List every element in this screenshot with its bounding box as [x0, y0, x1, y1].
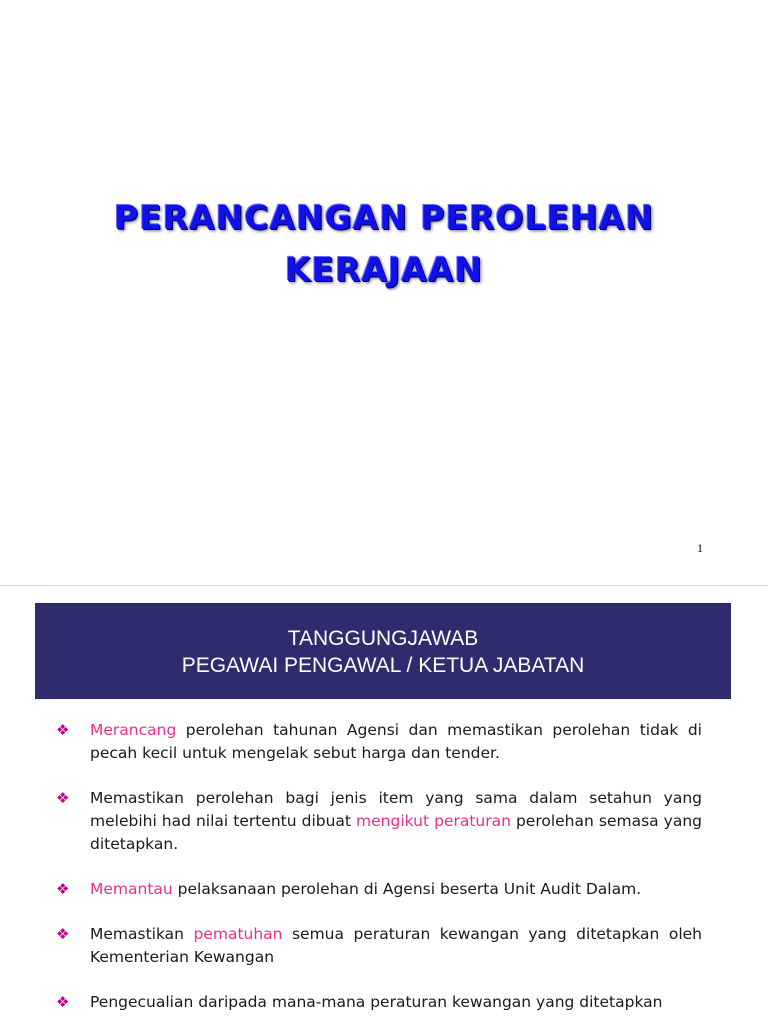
title-line-1: PERANCANGAN PEROLEHAN	[114, 198, 654, 237]
highlight-text: mengikut peraturan	[356, 812, 511, 830]
diamond-bullet-icon: ❖	[56, 721, 70, 739]
diamond-bullet-icon: ❖	[56, 993, 70, 1011]
title-line-2: KERAJAAN	[284, 250, 484, 289]
banner-line-2: PEGAWAI PENGAWAL / KETUA JABATAN	[181, 654, 585, 677]
responsibility-list	[56, 719, 702, 1024]
diamond-bullet-icon: ❖	[56, 789, 70, 807]
list-item	[56, 878, 702, 901]
item-text: Memastikan	[90, 925, 194, 943]
item-text: Memastikan perolehan bagi jenis item yang sama dalam setahun yang melebihi had nilai tertentu dibuat	[90, 789, 702, 830]
diamond-bullet-icon: ❖	[56, 880, 70, 898]
diamond-bullet-icon: ❖	[56, 925, 70, 943]
list-item	[56, 923, 702, 969]
list-item	[56, 719, 702, 765]
item-text: perolehan tahunan Agensi dan memastikan perolehan tidak di pecah kecil untuk mengelak sebut harga dan tender.	[90, 721, 702, 762]
section-banner	[35, 603, 731, 699]
highlight-text: pematuhan	[193, 925, 283, 943]
highlight-text: Merancang	[90, 721, 177, 739]
list-item	[56, 787, 702, 856]
item-text: Pengecualian daripada mana-mana peraturan kewangan yang ditetapkan	[90, 993, 663, 1011]
item-text: semua peraturan kewangan yang ditetapkan oleh Kementerian Kewangan	[90, 925, 702, 966]
slide-title	[60, 192, 708, 296]
page-number: 1	[697, 541, 703, 555]
item-text: pelaksanaan perolehan di Agensi beserta Unit Audit Dalam.	[172, 880, 642, 898]
list-item	[56, 991, 702, 1014]
slide-divider	[0, 585, 768, 586]
item-text: perolehan semasa yang ditetapkan.	[90, 812, 703, 853]
highlight-text: Memantau	[90, 880, 173, 898]
banner-line-1: TANGGUNGJAWAB	[287, 627, 479, 650]
